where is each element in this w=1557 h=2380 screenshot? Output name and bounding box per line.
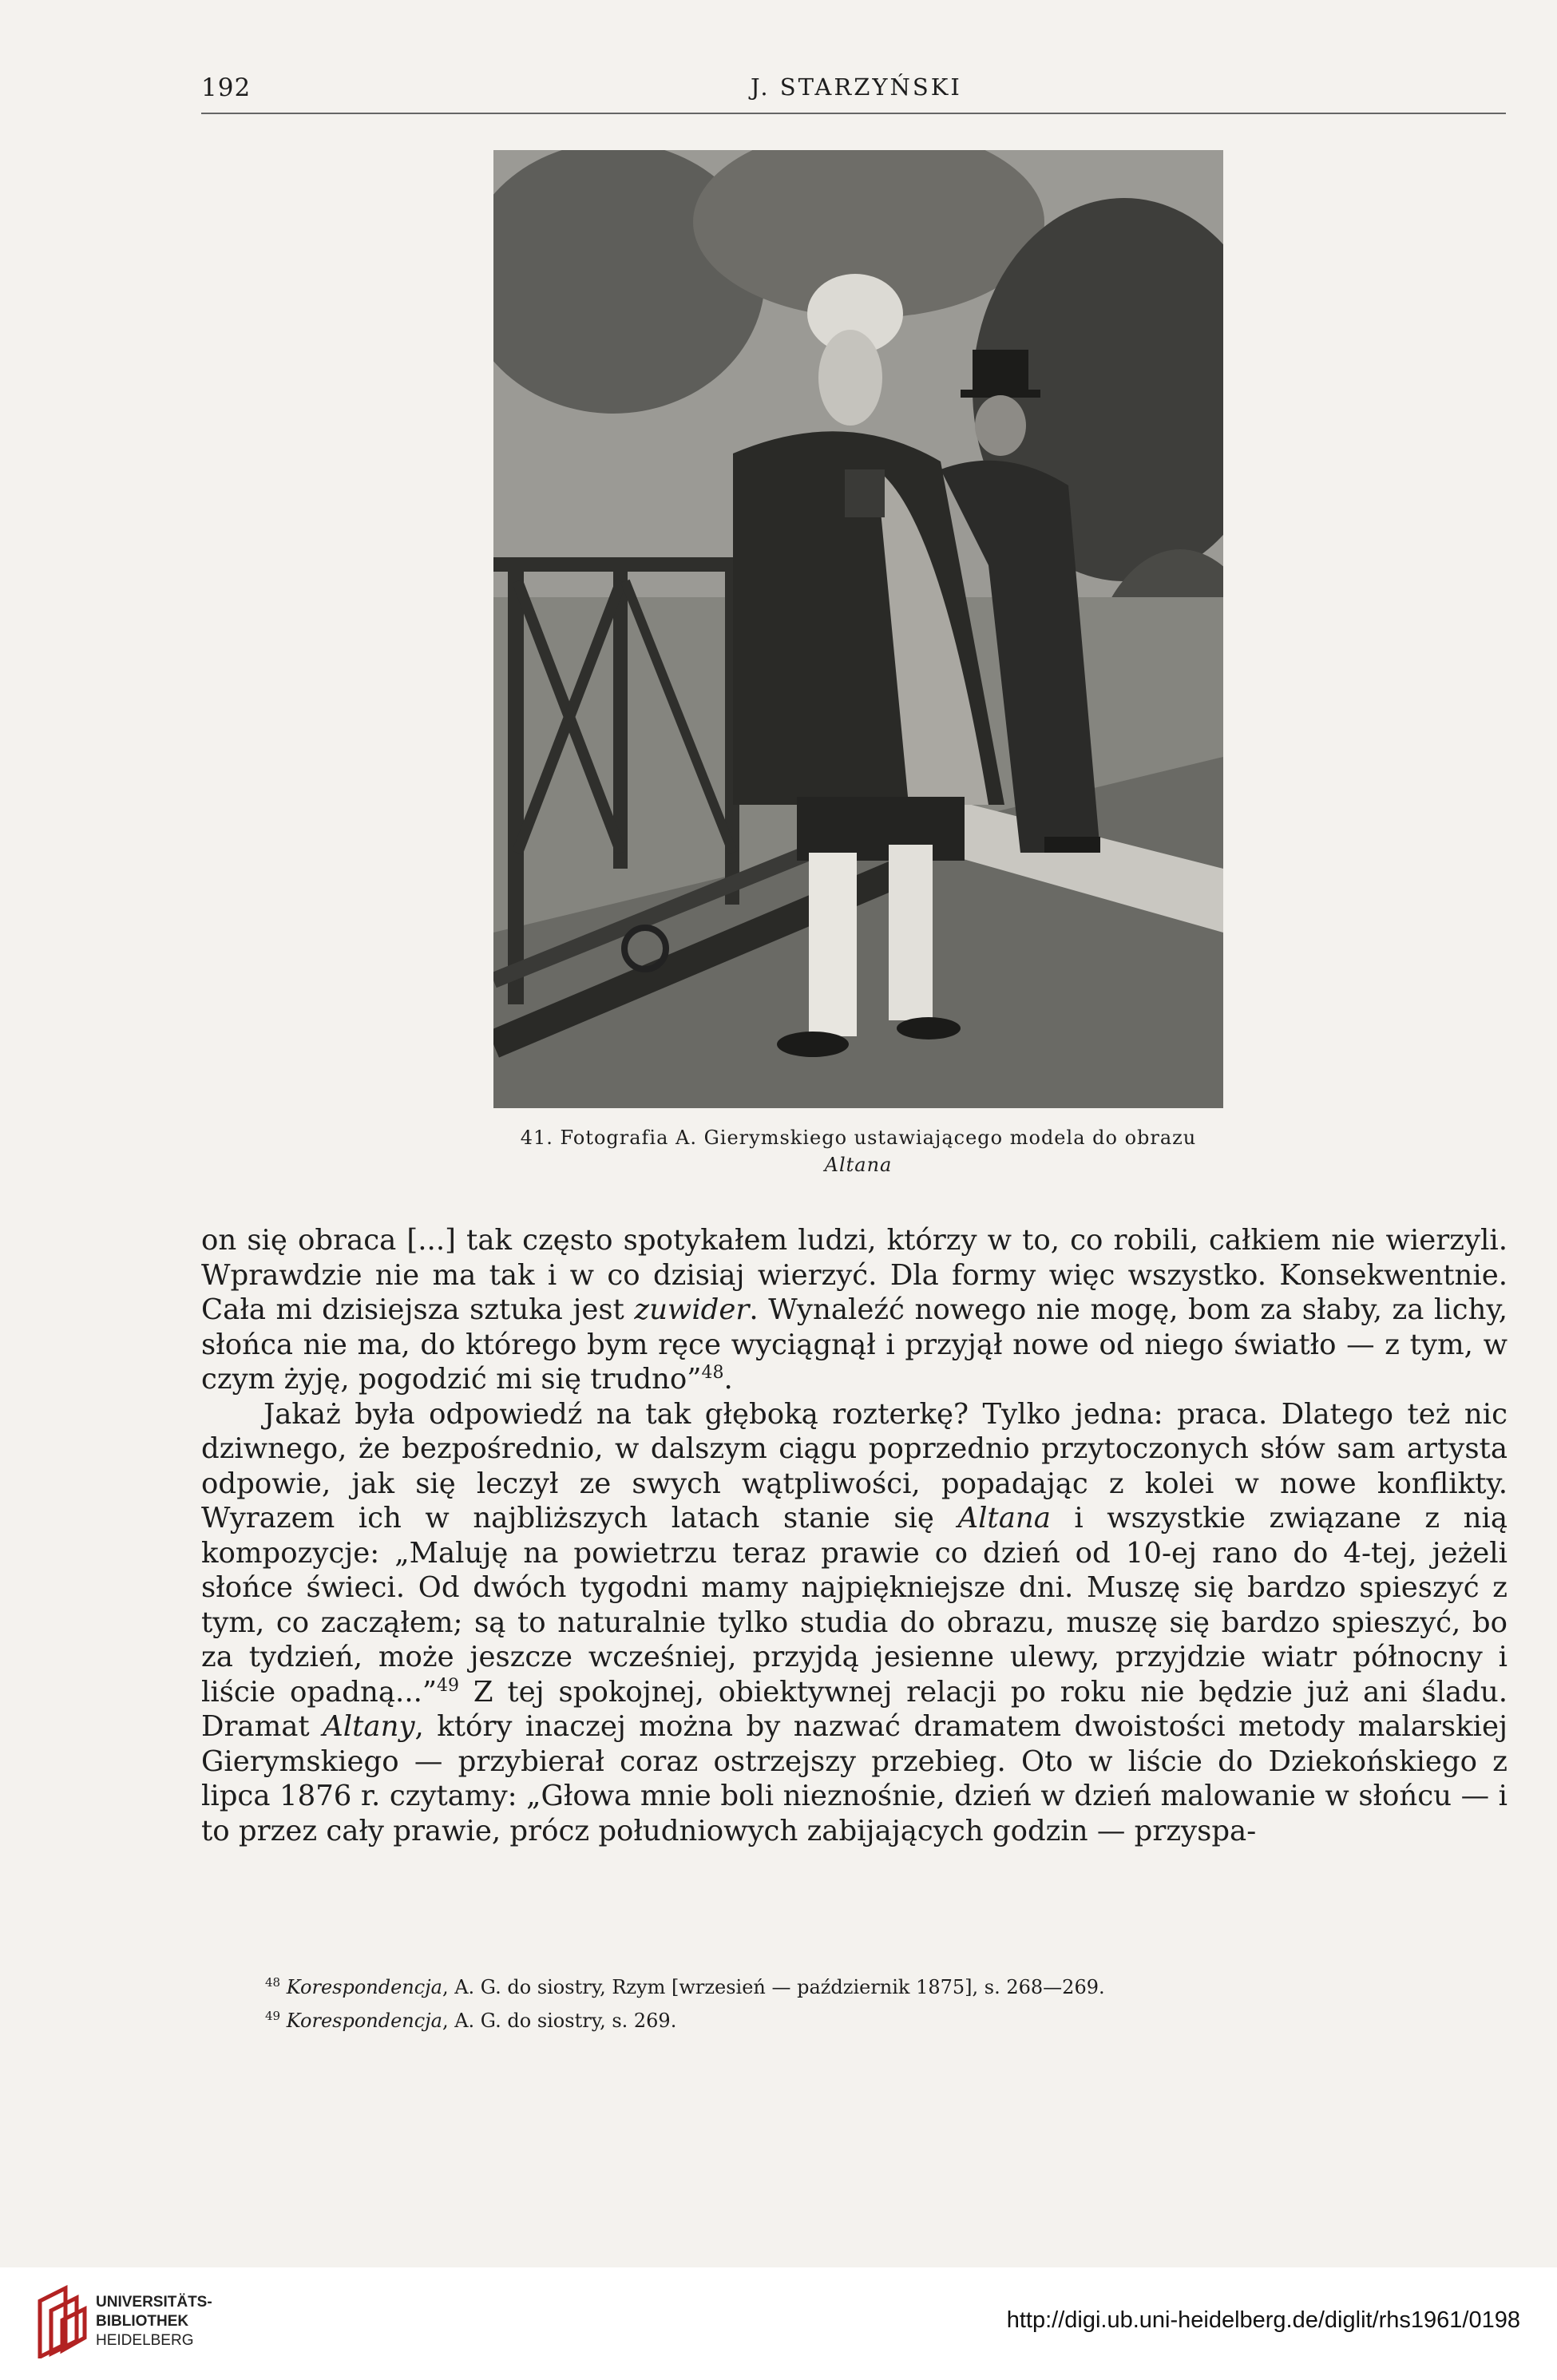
library-name-line3: HEIDELBERG [96,2332,194,2349]
caption-title: Altana [824,1154,893,1176]
library-name-line2: BIBLIOTHEK [96,2313,189,2330]
source-url-link[interactable]: http://digi.ub.uni-heidelberg.de/diglit/rhs1961/0198 [1006,2307,1520,2333]
footnote-number: 49 [265,2009,281,2023]
running-head: J. STARZYŃSKI [751,73,962,101]
footnote-title: Korespondencja [286,1976,442,1998]
footnote-ref-49[interactable]: 49 [437,1675,460,1696]
caption-text: 41. Fotografia A. Gierymskiego ustawiającego modela do obrazu [520,1127,1197,1149]
p2-text-d: , który inaczej można by nazwać dramatem dwoistości metody malarskiej Gierymskiego — przybierał coraz ostrzejszy przebieg. Oto w liście do Dziekońskiego z lipca 1876 r. czytamy: „Głowa mnie boli nieznośnie, dzień w dzień malowanie w słońcu — i to przez cały prawie, prócz południowych zabijających godzin — przyspa- [201,1710,1507,1847]
footnote-48 [201,1968,1507,2002]
library-logo-icon [34,2285,88,2358]
library-name-line1: UNIVERSITÄTS- [96,2294,212,2311]
library-name [96,2293,212,2350]
figure-photograph [493,150,1223,1108]
library-footer [0,2267,1557,2380]
p1-text-end: . [723,1363,733,1396]
p2-emphasis-altany: Altany [323,1710,415,1743]
header-rule [201,113,1506,114]
footnote-number: 48 [265,1975,281,1990]
p2-text-c: Z tej spokojnej, obiektywnej relacji po roku nie będzie już ani śladu. Dramat [201,1675,1507,1743]
figure-caption [447,1124,1270,1178]
footnote-text: , A. G. do siostry, s. 269. [442,2010,677,2032]
p2-text-b: i wszystkie związane z nią kompozycje: „Maluję na powietrzu teraz prawie co dzień od 10-ej rano do 4-tej, jeżeli słońce świeci. Od dwóch tygodni mamy najpiękniejsze dni. Muszę się bardzo spieszyć z tym, co zacząłem; są to naturalnie tylko studia do obrazu, muszę się bardzo spieszyć, bo za tydzień, może jeszcze wcześniej, przyjdą jesienne ulewy, przyjdzie wiatr północny i liście opadną...” [201,1502,1507,1709]
footnote-ref-48[interactable]: 48 [701,1363,724,1384]
footnote-text: , A. G. do siostry, Rzym [wrzesień — październik 1875], s. 268—269. [442,1976,1105,1998]
footnote-49 [201,2002,1507,2035]
p1-emphasis: zuwider [634,1293,750,1326]
p2-text-a: Jakaż była odpowiedź na tak głęboką rozterkę? Tylko jedna: praca. Dlatego też nic dziwnego, że bezpośrednio, w dalszym ciągu poprzednio przytoczonych słów sam artysta odpowie, jak się leczył ze swych wątpliwości, popadając z kolei w nowe konflikty. Wyrazem ich w najbliższych latach stanie się [201,1397,1507,1535]
footnote-title: Korespondencja [286,2010,442,2032]
page-number: 192 [201,73,252,102]
paragraph-2 [201,1397,1507,1849]
body-text [201,1223,1507,1848]
p1-text-a: on się obraca [...] tak często spotykałem ludzi, którzy w to, co robili, całkiem nie wierzyli. Wprawdzie nie ma tak i w co dzisiaj wierzyć. Dla formy więc wszystko. Konsekwentnie. Cała mi dzisiejsza sztuka jest [201,1224,1507,1326]
p1-text-b: . Wynaleźć nowego nie mogę, bom za słaby, za lichy, słońca nie ma, do którego bym ręce wyciągnął i przyjął nowe od niego światło — z tym, w czym żyję, pogodzić mi się trudno” [201,1293,1507,1396]
paragraph-1 [201,1223,1507,1397]
p2-emphasis-altana: Altana [957,1502,1051,1535]
footnotes [201,1968,1507,2035]
